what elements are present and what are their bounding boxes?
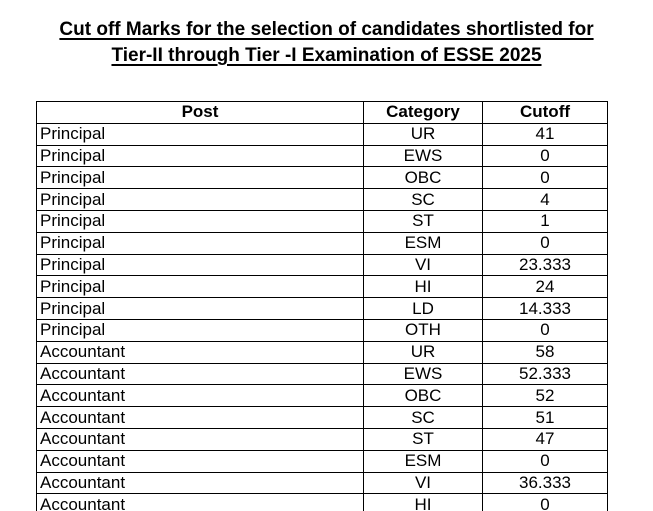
- post-cell: Principal: [37, 189, 364, 211]
- category-cell: EWS: [364, 363, 483, 385]
- post-cell: Principal: [37, 319, 364, 341]
- table-row: [37, 385, 608, 407]
- cutoff-cell: 41: [483, 123, 608, 145]
- cutoff-cell: 58: [483, 341, 608, 363]
- header-category: Category: [364, 102, 483, 124]
- cutoff-cell: 1: [483, 210, 608, 232]
- table-row: [37, 428, 608, 450]
- table-row: [37, 494, 608, 511]
- table-row: [37, 363, 608, 385]
- cutoff-cell: 0: [483, 494, 608, 511]
- title-line-1: Cut off Marks for the selection of candidates shortlisted for: [59, 19, 594, 40]
- table-row: [37, 276, 608, 298]
- category-cell: UR: [364, 341, 483, 363]
- table-row: [37, 450, 608, 472]
- cutoff-cell: 0: [483, 167, 608, 189]
- post-cell: Accountant: [37, 363, 364, 385]
- category-cell: ESM: [364, 232, 483, 254]
- table-row: [37, 341, 608, 363]
- table-row: [37, 254, 608, 276]
- table-row: [37, 319, 608, 341]
- title-line-2: Tier-II through Tier -I Examination of ESSE 2025: [111, 45, 542, 66]
- header-post: Post: [37, 102, 364, 124]
- cutoff-cell: 47: [483, 428, 608, 450]
- cutoff-cell: 4: [483, 189, 608, 211]
- category-cell: UR: [364, 123, 483, 145]
- category-cell: ST: [364, 428, 483, 450]
- table-row: [37, 407, 608, 429]
- cutoff-table-container: [36, 101, 607, 511]
- category-cell: ESM: [364, 450, 483, 472]
- category-cell: VI: [364, 472, 483, 494]
- post-cell: Principal: [37, 254, 364, 276]
- category-cell: OBC: [364, 385, 483, 407]
- post-cell: Principal: [37, 167, 364, 189]
- category-cell: HI: [364, 276, 483, 298]
- post-cell: Accountant: [37, 494, 364, 511]
- post-cell: Accountant: [37, 341, 364, 363]
- post-cell: Accountant: [37, 407, 364, 429]
- cutoff-cell: 0: [483, 232, 608, 254]
- cutoff-cell: 0: [483, 450, 608, 472]
- post-cell: Principal: [37, 145, 364, 167]
- document-title: [0, 17, 653, 69]
- cutoff-cell: 52: [483, 385, 608, 407]
- cutoff-cell: 52.333: [483, 363, 608, 385]
- table-body: [37, 123, 608, 511]
- table-row: [37, 145, 608, 167]
- category-cell: SC: [364, 407, 483, 429]
- cutoff-cell: 14.333: [483, 298, 608, 320]
- post-cell: Principal: [37, 298, 364, 320]
- post-cell: Principal: [37, 210, 364, 232]
- post-cell: Accountant: [37, 428, 364, 450]
- table-row: [37, 210, 608, 232]
- table-row: [37, 167, 608, 189]
- cutoff-cell: 0: [483, 319, 608, 341]
- table-row: [37, 232, 608, 254]
- post-cell: Accountant: [37, 472, 364, 494]
- post-cell: Accountant: [37, 385, 364, 407]
- post-cell: Principal: [37, 232, 364, 254]
- table-row: [37, 298, 608, 320]
- category-cell: OTH: [364, 319, 483, 341]
- category-cell: LD: [364, 298, 483, 320]
- category-cell: EWS: [364, 145, 483, 167]
- post-cell: Accountant: [37, 450, 364, 472]
- cutoff-cell: 51: [483, 407, 608, 429]
- post-cell: Principal: [37, 123, 364, 145]
- header-cutoff: Cutoff: [483, 102, 608, 124]
- cutoff-cell: 0: [483, 145, 608, 167]
- cutoff-cell: 24: [483, 276, 608, 298]
- cutoff-cell: 36.333: [483, 472, 608, 494]
- cutoff-table: [36, 101, 608, 511]
- category-cell: HI: [364, 494, 483, 511]
- table-header-row: [37, 102, 608, 124]
- post-cell: Principal: [37, 276, 364, 298]
- category-cell: OBC: [364, 167, 483, 189]
- table-row: [37, 123, 608, 145]
- cutoff-cell: 23.333: [483, 254, 608, 276]
- category-cell: ST: [364, 210, 483, 232]
- category-cell: VI: [364, 254, 483, 276]
- category-cell: SC: [364, 189, 483, 211]
- table-row: [37, 189, 608, 211]
- table-row: [37, 472, 608, 494]
